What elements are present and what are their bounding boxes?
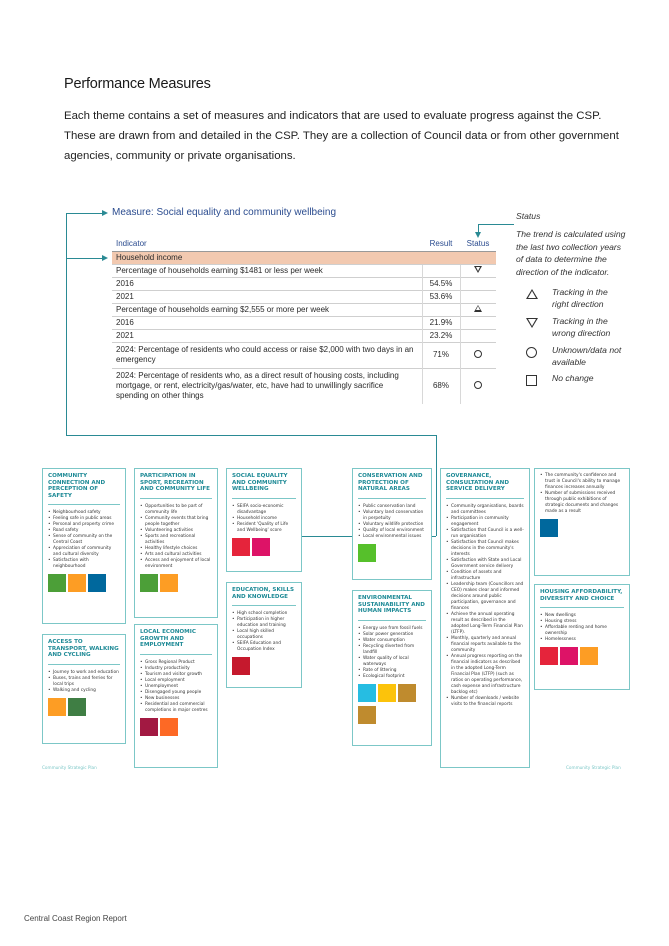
status-legend bbox=[516, 210, 626, 394]
theme-list bbox=[140, 504, 212, 570]
theme-list-item: • Journey to work and education bbox=[48, 670, 120, 676]
header-indicator: Indicator bbox=[112, 237, 422, 251]
theme-list bbox=[446, 504, 524, 708]
theme-list-item: • Solar power generation bbox=[358, 632, 426, 638]
theme-title: ACCESS TO TRANSPORT, WALKING AND CYCLING bbox=[48, 639, 119, 659]
theme-list-item: • SEIFA Education and Occupation Index bbox=[232, 641, 296, 653]
theme-list-item: • Tourism and visitor growth bbox=[140, 672, 212, 678]
row-result: 68% bbox=[422, 368, 460, 404]
sdg-icon bbox=[540, 519, 558, 537]
theme-card-economic bbox=[134, 624, 218, 768]
row-status bbox=[460, 368, 496, 404]
theme-list-item: • Energy use from fossil fuels bbox=[358, 626, 426, 632]
theme-list-item: • Water quality of local waterways bbox=[358, 656, 426, 668]
circle-icon bbox=[474, 350, 482, 358]
status-legend-title: Status bbox=[516, 211, 541, 221]
row-indicator: Percentage of households earning $2,555 or more per week bbox=[112, 303, 422, 316]
theme-list-item: • Disengaged young people bbox=[140, 690, 212, 696]
theme-title: HOUSING AFFORDABILITY, DIVERSITY AND CHOICE bbox=[540, 589, 623, 602]
sdg-icon bbox=[540, 647, 558, 665]
table-row bbox=[112, 316, 496, 329]
triangle-up-icon bbox=[474, 305, 482, 312]
sdg-icon bbox=[252, 538, 270, 556]
theme-list-item: • Monthly, quarterly and annual financial reports available to the community bbox=[446, 636, 524, 654]
circle-icon bbox=[474, 381, 482, 389]
sdg-icons bbox=[140, 574, 212, 592]
page-footer: Central Coast Region Report bbox=[24, 914, 127, 923]
table-row bbox=[112, 329, 496, 342]
sdg-icon bbox=[48, 698, 66, 716]
theme-card-environment bbox=[352, 590, 432, 746]
legend-item bbox=[516, 372, 626, 389]
theme-list-item: • Participation in higher education and training bbox=[232, 617, 296, 629]
legend-label: Unknown/data not available bbox=[552, 344, 622, 368]
sdg-icon bbox=[378, 684, 396, 702]
mini-footer-right: Community Strategic Plan bbox=[566, 765, 621, 770]
row-indicator: Percentage of households earning $1481 or less per week bbox=[112, 264, 422, 277]
theme-list-item: • Ecological footprint bbox=[358, 674, 426, 680]
theme-list-item: • Healthy lifestyle choices bbox=[140, 546, 212, 552]
table-row bbox=[112, 368, 496, 404]
theme-list-item: • Opportunities to be part of community life bbox=[140, 504, 212, 516]
theme-title: GOVERNANCE, CONSULTATION AND SERVICE DELIVERY bbox=[446, 473, 509, 493]
theme-list-item: • Participation in community engagement bbox=[446, 516, 524, 528]
triangle-up-icon bbox=[526, 289, 538, 299]
sdg-icon bbox=[560, 647, 578, 665]
household-income-label: Household income bbox=[112, 251, 496, 264]
sdg-icon bbox=[140, 574, 158, 592]
row-indicator: 2024: Percentage of residents who, as a direct result of housing costs, including mortgage, or rent, electricity/gas/water, etc, have had to unwillingly sacrifice spending on other things bbox=[112, 368, 422, 404]
theme-list bbox=[48, 670, 120, 694]
row-result bbox=[422, 303, 460, 316]
theme-card-conservation bbox=[352, 468, 432, 580]
triangle-down-icon bbox=[474, 266, 482, 273]
row-status bbox=[460, 329, 496, 342]
theme-card-governance bbox=[440, 468, 530, 768]
sdg-icon bbox=[398, 684, 416, 702]
intro-paragraph: Each theme contains a set of measures and indicators that are used to evaluate progress against the CSP. These are drawn from and detailed in the CSP. They are a collection of Council data or from other government agencies, community or private organisations. bbox=[64, 110, 619, 162]
theme-list-item: • Neighbourhood safety bbox=[48, 510, 120, 516]
sdg-icon bbox=[580, 647, 598, 665]
sdg-icon bbox=[48, 574, 66, 592]
theme-list-item: • Annual progress reporting on the financial indicators as described in the adopted Long-Term Financial Plan (LTFP) (such as ratios on operating performance, cash expense and infrastructure backlog etc) bbox=[446, 654, 524, 696]
theme-list-item: • Community organisations, boards and committees bbox=[446, 504, 524, 516]
theme-list-item: • Achieve the annual operating result as described in the adopted Long-Term Financial Plan (LTFP). bbox=[446, 612, 524, 636]
header-result: Result bbox=[422, 237, 460, 251]
circle-icon bbox=[526, 347, 537, 358]
theme-list bbox=[48, 510, 120, 570]
theme-list-item: • Satisfaction with neighbourhood bbox=[48, 558, 120, 570]
theme-list-item: • Personal and property crime bbox=[48, 522, 120, 528]
theme-title: ENVIRONMENTAL SUSTAINABILITY AND HUMAN IMPACTS bbox=[358, 595, 425, 615]
legend-item bbox=[516, 286, 626, 311]
row-status bbox=[460, 303, 496, 316]
row-indicator: 2024: Percentage of residents who could access or raise $2,000 with two days in an emergency bbox=[112, 342, 422, 368]
legend-item bbox=[516, 315, 626, 340]
page-heading: Performance Measures bbox=[64, 76, 211, 92]
row-indicator: 2016 bbox=[112, 316, 422, 329]
sdg-icon bbox=[140, 718, 158, 736]
connector-line bbox=[66, 213, 67, 436]
row-status bbox=[460, 342, 496, 368]
theme-list-item: • Voluntary wildlife protection bbox=[358, 522, 426, 528]
theme-list-item: • Rate of littering bbox=[358, 668, 426, 674]
header-status: Status bbox=[460, 237, 496, 251]
theme-card-trust bbox=[534, 468, 630, 576]
theme-list-item: • Local employment bbox=[140, 678, 212, 684]
theme-list-item: • Industry productivity bbox=[140, 666, 212, 672]
theme-title: PARTICIPATION IN SPORT, RECREATION AND COMMUNITY LIFE bbox=[140, 473, 211, 493]
theme-list-item: • The community's confidence and trust in Council's ability to manage finances increases annually bbox=[540, 473, 624, 491]
theme-list bbox=[540, 473, 624, 515]
sdg-icons bbox=[358, 684, 426, 702]
theme-list-item: • Road safety bbox=[48, 528, 120, 534]
theme-list-item: • Gross Regional Product bbox=[140, 660, 212, 666]
household-income-row bbox=[112, 251, 496, 264]
sdg-icon bbox=[68, 698, 86, 716]
row-result: 53.6% bbox=[422, 290, 460, 303]
sdg-icon bbox=[160, 574, 178, 592]
theme-list-item: • Satisfaction that Council makes decisions in the community's interests bbox=[446, 540, 524, 558]
theme-list-item: • Satisfaction with State and Local Government service delivery bbox=[446, 558, 524, 570]
theme-list-item: • Homelessness bbox=[540, 637, 624, 643]
theme-list-item: • Feeling safe in public areas bbox=[48, 516, 120, 522]
sdg-icon bbox=[68, 574, 86, 592]
connector-line bbox=[66, 258, 104, 259]
status-legend-description: The trend is calculated using the last two collection years of data to determine the direction of the indicator. bbox=[516, 229, 626, 277]
theme-title: SOCIAL EQUALITY AND COMMUNITY WELLBEING bbox=[232, 473, 288, 493]
sdg-icon bbox=[358, 706, 376, 724]
sdg-icons bbox=[232, 538, 296, 556]
sdg-icon bbox=[358, 684, 376, 702]
theme-list-item: • Voluntary land conservation in perpetuity bbox=[358, 510, 426, 522]
table-row bbox=[112, 342, 496, 368]
theme-title: EDUCATION, SKILLS AND KNOWLEDGE bbox=[232, 587, 295, 600]
theme-title: COMMUNITY CONNECTION AND PERCEPTION OF SAFETY bbox=[48, 473, 106, 499]
theme-list-item: • Satisfaction that Council is a well-run organisation bbox=[446, 528, 524, 540]
theme-list-item: • Access and enjoyment of local environment bbox=[140, 558, 212, 570]
table-row bbox=[112, 264, 496, 277]
sdg-icon bbox=[88, 574, 106, 592]
theme-list-item: • Number of submissions received through public exhibitions of strategic documents and changes made as a result bbox=[540, 491, 624, 515]
table-header-row bbox=[112, 237, 496, 251]
theme-title: LOCAL ECONOMIC GROWTH AND EMPLOYMENT bbox=[140, 629, 196, 649]
row-result bbox=[422, 264, 460, 277]
row-result: 23.2% bbox=[422, 329, 460, 342]
arrow-right-icon bbox=[102, 210, 108, 216]
theme-list-item: • Leadership team (Councillors and CEO) makes clear and informed decisions around public participation, governance and finances bbox=[446, 582, 524, 612]
table-row bbox=[112, 303, 496, 316]
mini-footer-left: Community Strategic Plan bbox=[42, 765, 97, 770]
theme-list-item: • Local high skilled occupations bbox=[232, 629, 296, 641]
theme-list bbox=[140, 660, 212, 714]
theme-list-item: • High school completion bbox=[232, 611, 296, 617]
row-result: 54.5% bbox=[422, 277, 460, 290]
square-icon bbox=[526, 375, 537, 386]
theme-card-education bbox=[226, 582, 302, 688]
sdg-icons bbox=[540, 647, 624, 665]
theme-list-item: • Resident 'Quality of Life and Wellbeing' score bbox=[232, 522, 296, 534]
theme-card-transport bbox=[42, 634, 126, 744]
sdg-icons bbox=[540, 519, 624, 537]
theme-list-item: • Appreciation of community and cultural diversity bbox=[48, 546, 120, 558]
theme-card-social bbox=[226, 468, 302, 572]
row-status bbox=[460, 264, 496, 277]
row-status bbox=[460, 316, 496, 329]
sdg-icons bbox=[48, 574, 120, 592]
table-row bbox=[112, 277, 496, 290]
connector-line bbox=[478, 224, 514, 225]
theme-list-item: • Community events that bring people together bbox=[140, 516, 212, 528]
theme-card-housing bbox=[534, 584, 630, 690]
theme-list-item: • Unemployment bbox=[140, 684, 212, 690]
theme-list-item: • Number of downloads / website visits to the financial reports bbox=[446, 696, 524, 708]
legend-label: Tracking in the right direction bbox=[552, 287, 608, 310]
theme-list-item: • Affordable renting and home ownership bbox=[540, 625, 624, 637]
theme-list-item: • Arts and cultural activities bbox=[140, 552, 212, 558]
theme-card-community bbox=[42, 468, 126, 624]
theme-list-item: • Housing stress bbox=[540, 619, 624, 625]
theme-list bbox=[232, 611, 296, 653]
theme-list-item: • Quality of local environment bbox=[358, 528, 426, 534]
theme-list-item: • New businesses bbox=[140, 696, 212, 702]
theme-list bbox=[358, 504, 426, 540]
theme-list-item: • SEIFA socio-economic disadvantage bbox=[232, 504, 296, 516]
row-status bbox=[460, 290, 496, 303]
arrow-right-icon bbox=[102, 255, 108, 261]
theme-list-item: • Residential and commercial completions in major centres bbox=[140, 702, 212, 714]
row-indicator: 2021 bbox=[112, 290, 422, 303]
legend-label: No change bbox=[552, 373, 594, 384]
legend-item bbox=[516, 344, 626, 369]
measure-table bbox=[112, 237, 496, 404]
theme-list-item: • Sports and recreational activities bbox=[140, 534, 212, 546]
theme-list-item: • Household income bbox=[232, 516, 296, 522]
sdg-icon bbox=[232, 657, 250, 675]
connector-line bbox=[436, 435, 437, 480]
sdg-icon bbox=[232, 538, 250, 556]
legend-label: Tracking in the wrong direction bbox=[552, 315, 611, 339]
theme-list bbox=[358, 626, 426, 680]
sdg-icons bbox=[48, 698, 120, 716]
measure-title: Measure: Social equality and community wellbeing bbox=[112, 207, 337, 218]
connector-line bbox=[436, 480, 437, 536]
sdg-icons bbox=[140, 718, 212, 736]
connector-line bbox=[66, 213, 104, 214]
row-result: 71% bbox=[422, 342, 460, 368]
theme-list-item: • Buses, trains and ferries for local trips bbox=[48, 676, 120, 688]
table-row bbox=[112, 290, 496, 303]
row-status bbox=[460, 277, 496, 290]
row-indicator: 2021 bbox=[112, 329, 422, 342]
theme-list-item: • New dwellings bbox=[540, 613, 624, 619]
theme-list-item: • Recycling diverted from landfill bbox=[358, 644, 426, 656]
row-indicator: 2016 bbox=[112, 277, 422, 290]
sdg-icons bbox=[358, 544, 426, 562]
theme-list bbox=[540, 613, 624, 643]
theme-list-item: • Volunteering activities bbox=[140, 528, 212, 534]
theme-list-item: • Sense of community on the Central Coast bbox=[48, 534, 120, 546]
theme-list-item: • Public conservation land bbox=[358, 504, 426, 510]
triangle-down-icon bbox=[526, 318, 538, 328]
theme-list-item: • Water consumption bbox=[358, 638, 426, 644]
theme-list-item: • Walking and cycling bbox=[48, 688, 120, 694]
theme-list-item: • Local environmental issues bbox=[358, 534, 426, 540]
sdg-icon bbox=[160, 718, 178, 736]
sdg-icons bbox=[232, 657, 296, 675]
theme-list bbox=[232, 504, 296, 534]
theme-title: CONSERVATION AND PROTECTION OF NATURAL AREAS bbox=[358, 473, 423, 493]
row-result: 21.9% bbox=[422, 316, 460, 329]
theme-card-sport bbox=[134, 468, 218, 618]
sdg-icon bbox=[358, 544, 376, 562]
theme-list-item: • Condition of assets and infrastructure bbox=[446, 570, 524, 582]
connector-line bbox=[66, 435, 436, 436]
